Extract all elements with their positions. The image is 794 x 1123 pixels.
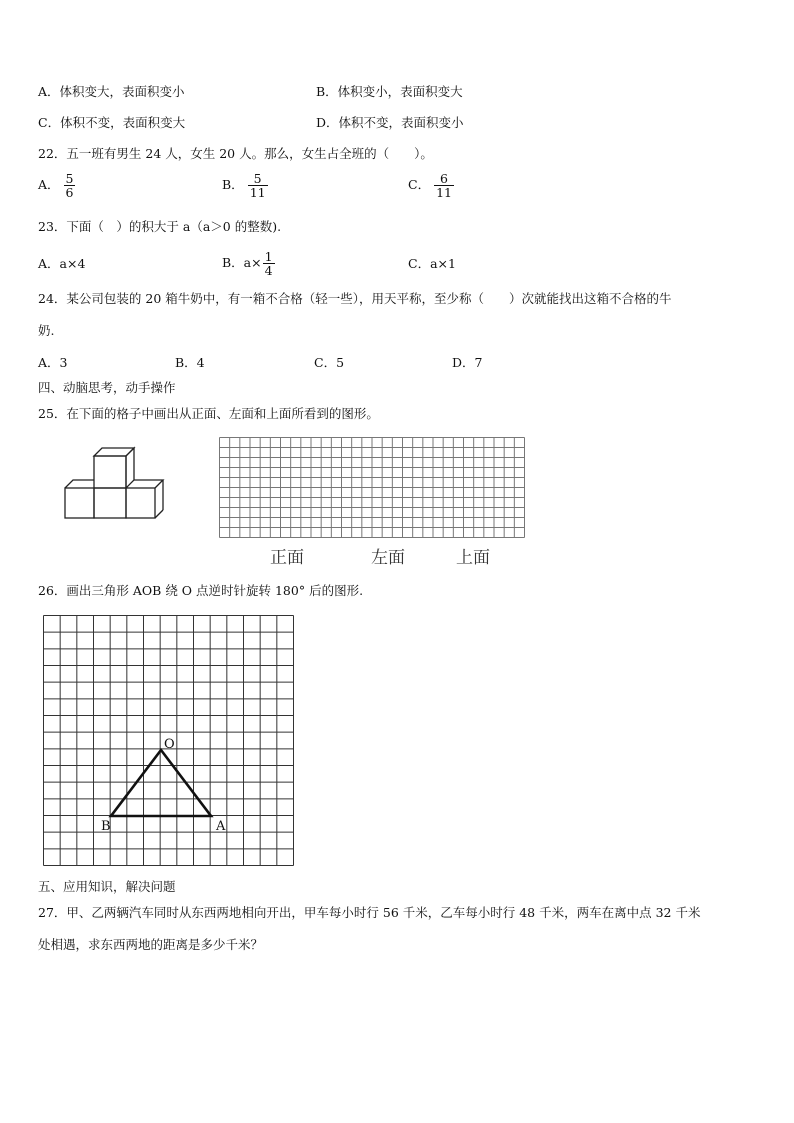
q27-question-line2: 处相遇，求东西两地的距离是多少千米？ — [38, 937, 264, 952]
option-label: C． — [408, 177, 431, 192]
triangle-aob — [111, 750, 211, 816]
denominator: 11 — [436, 185, 452, 200]
q26-question: 26．画出三角形 AOB 绕 O 点逆时针旋转 180° 后的图形. — [38, 583, 364, 598]
numerator: 6 — [434, 172, 454, 186]
q24-option-a: A．3 — [38, 355, 68, 370]
q23-option-b — [222, 250, 275, 277]
cube-figure — [60, 448, 170, 524]
q21-option-c: C．体积不变，表面积变大 — [38, 115, 186, 130]
q22-question: 22．五一班有男生 24 人，女生 20 人。那么，女生占全班的（ ）。 — [38, 146, 433, 161]
point-b-label: B — [101, 819, 111, 834]
q23-option-c: C．a×1 — [408, 256, 456, 271]
q21-option-d: D．体积不变，表面积变小 — [316, 115, 464, 130]
q21-option-a: A．体积变大，表面积变小 — [38, 84, 185, 99]
option-label: B． — [222, 177, 244, 192]
denominator: 6 — [65, 185, 74, 200]
q24-option-c: C．5 — [314, 355, 345, 370]
denominator: 11 — [249, 185, 266, 200]
fraction — [263, 250, 275, 277]
q25-question: 25．在下面的格子中画出从正面、左面和上面所看到的图形。 — [38, 406, 379, 421]
fraction — [248, 172, 268, 199]
numerator: 1 — [264, 249, 273, 264]
q27-question-line1: 27．甲、乙两辆汽车同时从东西两地相向开出，甲车每小时行 56 千米，乙车每小时行 48 千米，两车在离中点 32 千米 — [38, 905, 701, 920]
q24-question-line2: 奶. — [38, 323, 55, 338]
q22-option-c — [408, 172, 454, 199]
label-front-view: 正面 — [270, 548, 304, 568]
q21-option-b: B．体积变小，表面积变大 — [316, 84, 463, 99]
point-a-label: A — [216, 819, 226, 834]
q23-option-a: A．a×4 — [38, 256, 86, 271]
q24-option-b: B．4 — [175, 355, 205, 370]
denominator: 4 — [264, 263, 273, 278]
fraction — [64, 172, 76, 199]
q24-option-d: D．7 — [452, 355, 483, 370]
view-drawing-grid — [219, 437, 526, 539]
numerator: 5 — [248, 172, 268, 186]
option-label: A． — [38, 177, 60, 192]
q24-question-line1: 24．某公司包装的 20 箱牛奶中，有一箱不合格（轻一些），用天平称，至少称（ ）次就能找出这箱不合格的牛 — [38, 291, 672, 306]
label-left-view: 左面 — [371, 548, 405, 568]
q22-option-b — [222, 172, 268, 199]
numerator: 5 — [65, 171, 74, 186]
point-o-label: O — [164, 737, 175, 752]
section-heading-5: 五、应用知识，解决问题 — [38, 879, 176, 894]
q22-option-a — [38, 172, 75, 199]
q23-question: 23．下面（ ）的积大于 a（a＞0 的整数). — [38, 219, 282, 234]
option-label: B．a× — [222, 255, 262, 270]
label-top-view: 上面 — [456, 548, 490, 568]
section-heading-4: 四、动脑思考，动手操作 — [38, 380, 176, 395]
fraction — [434, 172, 454, 199]
